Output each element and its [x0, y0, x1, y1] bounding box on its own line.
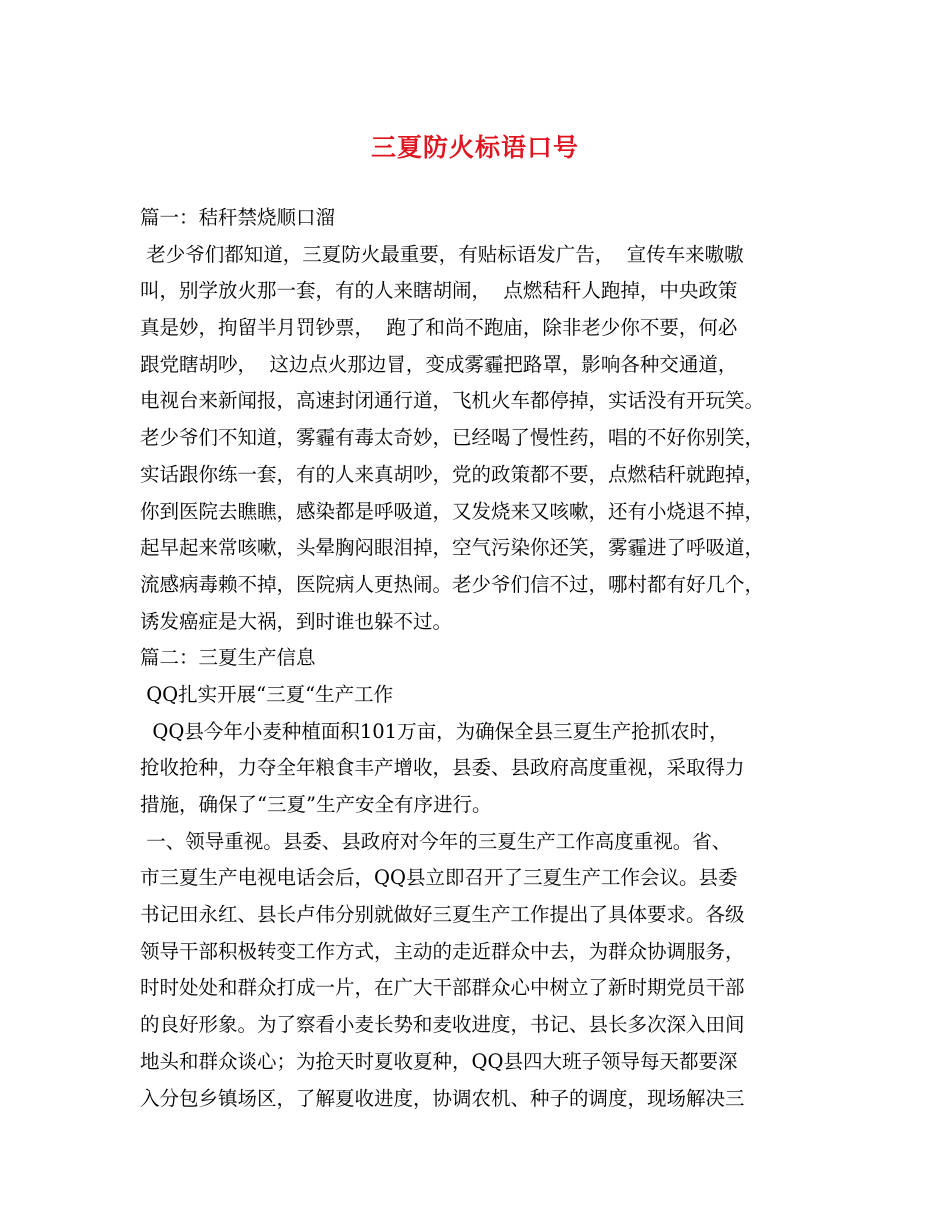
document-title: 三夏防火标语口号	[370, 133, 579, 162]
text-line: 书记田永红、县长卢伟分别就做好三夏生产工作提出了具体要求。各级	[140, 903, 745, 927]
text-line: 的良好形象。为了察看小麦长势和麦收进度，书记、县长多次深入田间	[140, 1013, 745, 1037]
text-line: 时时处处和群众打成一片，在广大干部群众心中树立了新时期党员干部	[140, 976, 745, 1000]
text-line: 入分包乡镇场区，了解夏收进度，协调农机、种子的调度，现场解决三	[140, 1086, 745, 1110]
document-body	[140, 200, 840, 1117]
text-line: 老少爷们不知道，雾霾有毒太奇妙，已经喝了慢性药，唱的不好你别笑，	[140, 426, 765, 450]
text-line: 实话跟你练一套，有的人来真胡吵，党的政策都不要，点燃秸秆就跑掉，	[140, 462, 765, 486]
text-line: 叫，别学放火那一套，有的人来瞎胡闹， 点燃秸秆人跑掉，中央政策	[140, 279, 738, 303]
text-line: 真是妙，拘留半月罚钞票， 跑了和尚不跑庙，除非老少你不要，何必	[140, 316, 738, 340]
text-line: QQ扎实开展“三夏“生产工作	[140, 682, 394, 706]
text-line: QQ县今年小麦种植面积101万亩，为确保全县三夏生产抢抓农时，	[140, 719, 729, 743]
text-line: 市三夏生产电视电话会后，QQ县立即召开了三夏生产工作会议。县委	[140, 866, 738, 890]
text-line: 你到医院去瞧瞧，感染都是呼吸道，又发烧来又咳嗽，还有小烧退不掉，	[140, 499, 765, 523]
text-line: 老少爷们都知道，三夏防火最重要，有贴标语发广告， 宣传车来嗷嗷	[140, 242, 744, 266]
text-line: 电视台来新闻报，高速封闭通行道，飞机火车都停掉，实话没有开玩笑。	[140, 389, 765, 413]
text-line: 地头和群众谈心；为抢天时夏收夏种，QQ县四大班子领导每天都要深	[140, 1049, 738, 1073]
text-line: 起早起来常咳嗽，头晕胸闷眼泪掉，空气污染你还笑，雾霾进了呼吸道，	[140, 536, 765, 560]
text-line: 篇一：秸秆禁烧顺口溜	[140, 206, 336, 229]
text-line: 一、领导重视。县委、县政府对今年的三夏生产工作高度重视。省、	[140, 829, 732, 853]
text-line: 跟党瞎胡吵， 这边点火那边冒，变成雾霾把路罩，影响各种交通道，	[140, 352, 738, 376]
text-line: 篇二：三夏生产信息	[140, 646, 316, 670]
text-line: 诱发癌症是大祸，到时谁也躲不过。	[140, 609, 453, 633]
text-line: 抢收抢种，力夺全年粮食丰产增收，县委、县政府高度重视，采取得力	[140, 756, 745, 780]
text-line: 流感病毒赖不掉，医院病人更热闹。老少爷们信不过，哪村都有好几个，	[140, 572, 765, 596]
text-line: 领导干部积极转变工作方式，主动的走近群众中去，为群众协调服务，	[140, 939, 745, 963]
text-line: 措施，确保了“三夏”生产安全有序进行。	[140, 793, 492, 816]
